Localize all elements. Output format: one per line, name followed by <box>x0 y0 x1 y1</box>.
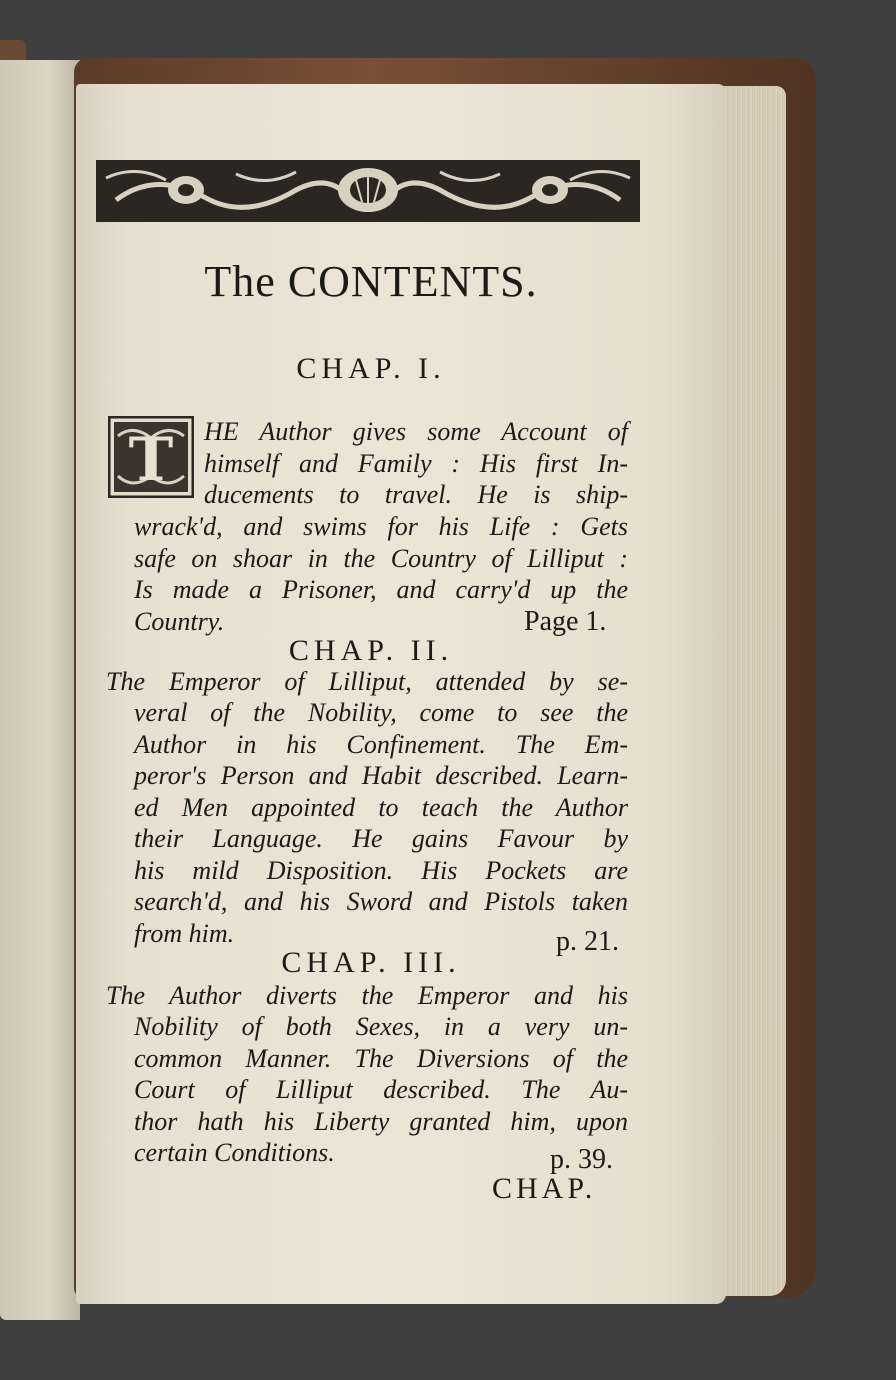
chapter-2-page-ref: p. 21. <box>556 926 619 957</box>
chapter-2-line-9: from him. <box>134 918 235 948</box>
drop-cap-letter: T <box>128 425 174 495</box>
chapter-3-line-2: Nobility of both Sexes, in a very un- <box>134 1012 628 1041</box>
chapter-2-line-3: Author in his Confinement. The Em- <box>134 729 628 759</box>
chapter-3-line-6: certain Conditions. <box>134 1138 335 1167</box>
chapter-2-line-6: their Language. He gains Favour by <box>134 824 628 853</box>
chapter-1-line-1: HE Author gives some Account of <box>204 417 628 446</box>
drop-cap-ornament <box>108 416 194 498</box>
chapter-2-line-1: The Emperor of Lilliput, attended by se- <box>106 667 628 696</box>
chapter-1-line-2: himself and Family : His first In- <box>204 448 628 478</box>
chapter-3-line-4: Court of Lilliput described. The Au- <box>134 1075 628 1104</box>
chapter-1-line-7: Country. <box>134 606 225 636</box>
chapter-3-line-5: thor hath his Liberty granted him, upon <box>134 1106 628 1136</box>
page-title: The CONTENTS. <box>204 257 538 306</box>
chapter-2-line-5: ed Men appointed to teach the Author <box>134 792 628 822</box>
chapter-1-line-4: wrack'd, and swims for his Life : Gets <box>134 512 628 541</box>
chapter-2-text-first <box>106 666 628 698</box>
chapter-1-text-indented <box>204 416 628 511</box>
chapter-3-heading: CHAP. III. <box>281 946 461 979</box>
facing-page <box>0 60 80 1320</box>
chapter-2-text <box>134 697 628 949</box>
chapter-1-heading: CHAP. I. <box>296 352 446 385</box>
chapter-2-line-7: his mild Disposition. His Pockets are <box>134 855 628 885</box>
chapter-2-line-8: search'd, and his Sword and Pistols taken <box>134 887 628 916</box>
chapter-2-heading: CHAP. II. <box>288 634 454 667</box>
chapter-1-line-3: ducements to travel. He is ship- <box>204 480 628 509</box>
chapter-1-line-6: Is made a Prisoner, and carry'd up the <box>134 575 628 604</box>
book-page <box>76 84 726 1304</box>
headpiece-ornament <box>96 160 640 222</box>
chapter-1-line-5: safe on shoar in the Country of Lilliput : <box>134 543 628 573</box>
chapter-3-text-first <box>106 980 628 1012</box>
chapter-3-line-3: common Manner. The Diversions of the <box>134 1043 628 1073</box>
chapter-1-page-ref: Page 1. <box>524 606 607 637</box>
chapter-3-line-1: The Author diverts the Emperor and his <box>106 981 628 1010</box>
chapter-3-page-ref: p. 39. <box>550 1144 613 1175</box>
catchword: CHAP. <box>492 1172 597 1205</box>
chapter-2-line-4: peror's Person and Habit described. Learn- <box>134 761 628 790</box>
chapter-2-line-2: veral of the Nobility, come to see the <box>134 698 628 727</box>
